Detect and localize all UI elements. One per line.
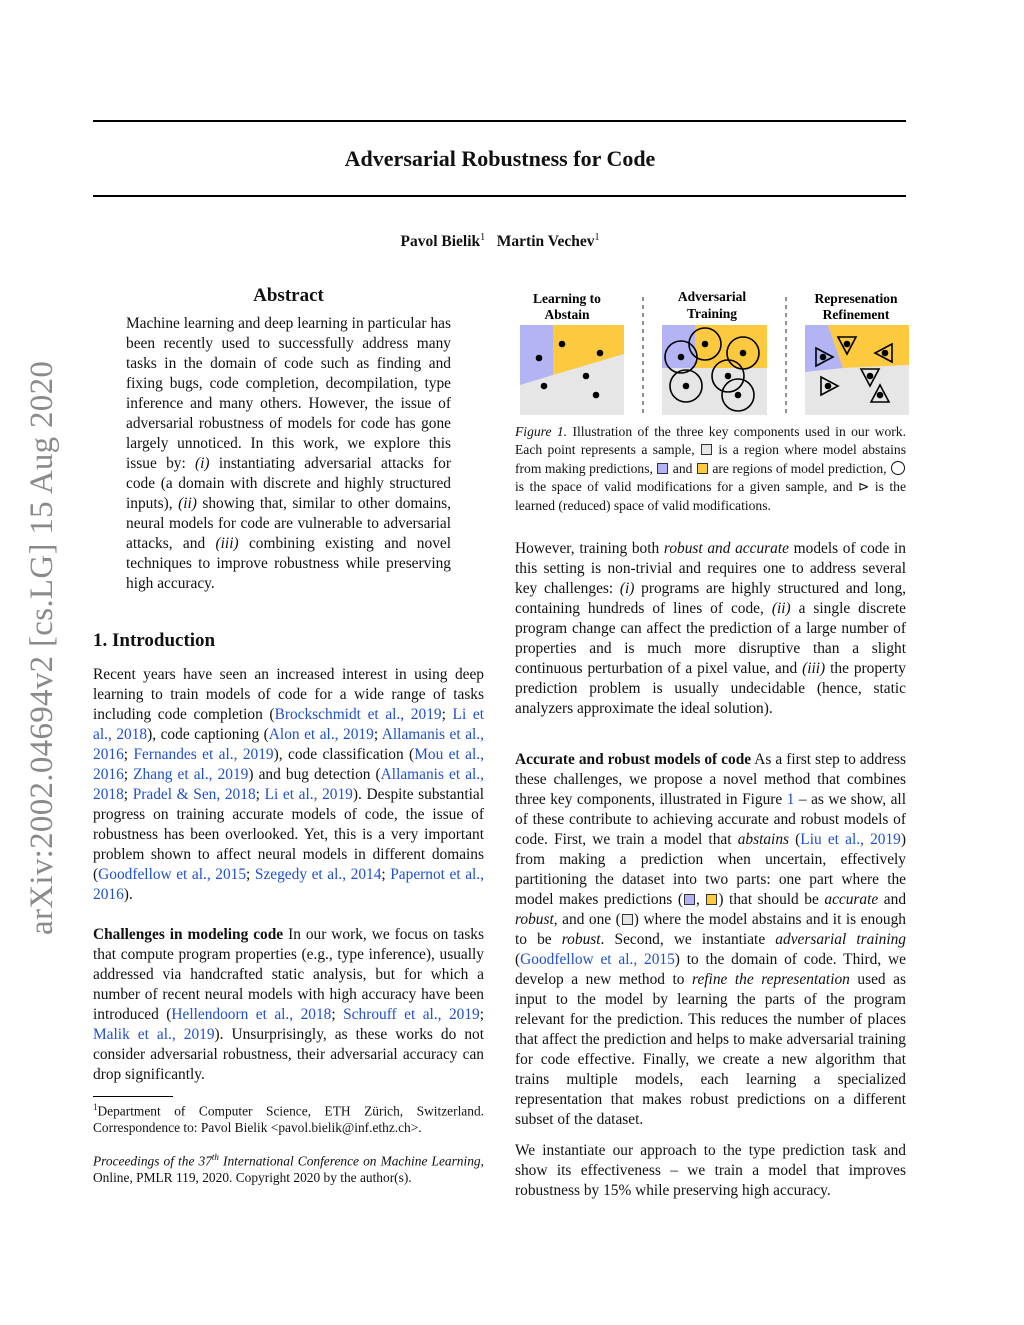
- text-run: instantiating adversarial attacks for code (a domain with discrete and highly structured inputs),: [126, 455, 451, 512]
- accurate-robust-paragraph: [515, 750, 906, 1130]
- text-run: (ii): [178, 495, 197, 512]
- text-run: Challenges in modeling code: [93, 926, 284, 943]
- text-run: (i): [619, 580, 635, 597]
- citation-link[interactable]: Li et al., 2019: [264, 786, 353, 803]
- text-run: ). Unsurprisingly, as these works do not consider adversarial robustness, their adversarial accuracy can drop significantly.: [93, 1026, 485, 1083]
- figure-caption: [515, 423, 906, 515]
- citation-link[interactable]: Brockschmidt et al., 2019: [274, 706, 442, 723]
- text-run: ;: [331, 1006, 344, 1023]
- sample-point: [844, 341, 851, 348]
- class-a-region: [662, 325, 695, 368]
- sample-point: [740, 350, 747, 357]
- text-run: As a first step to address these challenges, we propose a novel method that combines three key components, illustrated in Figure: [515, 751, 906, 808]
- text-run: ;: [479, 1006, 485, 1023]
- intro-paragraph: [93, 665, 484, 905]
- text-run: Department of Computer Science, ETH Zürich, Switzerland. Correspondence to: Pavol Bielik <pavol.bielik@inf.ethz.ch>.: [93, 1103, 484, 1135]
- text-run: ;: [123, 766, 134, 783]
- footnote-rule: [93, 1096, 173, 1097]
- proceedings-note: [93, 1149, 484, 1186]
- text-run: ) to the domain of code. Third, we develop a new method to: [515, 951, 906, 988]
- text-run: Accurate and robust models of code: [515, 751, 752, 768]
- text-run: Machine learning and deep learning in particular has been recently used to successfully address many tasks in the domain of code such as finding and fixing bugs, code completion, decompilation, type inference and many others. However, the issue of adversarial robustness of models for code has gone largely unnoticed. In this work, we explore this issue by:: [126, 315, 451, 472]
- citation-link[interactable]: Szegedy et al., 2014: [254, 866, 382, 883]
- text-run: Illustration of the three key components used in our work. Each point represents a sample,: [515, 424, 906, 458]
- sample-point: [882, 350, 889, 357]
- citation-link[interactable]: 1: [786, 791, 795, 808]
- text-run: However, training both: [515, 540, 664, 557]
- citation-link[interactable]: Liu et al., 2019: [800, 831, 901, 848]
- sample-point: [678, 354, 685, 361]
- sample-point: [877, 392, 884, 399]
- text-run: We instantiate our approach to the type prediction task and show its effectiveness – we train a model that improves robustness by 15% while preserving high accuracy.: [515, 1142, 906, 1199]
- superscript: 1: [93, 1102, 98, 1112]
- sample-point: [702, 341, 709, 348]
- panel-representation-refinement: [805, 291, 909, 415]
- citation-link[interactable]: Allamanis et al., 2018: [93, 766, 484, 803]
- arxiv-identifier: arXiv:2002.04694v2 [cs.LG] 15 Aug 2020: [24, 360, 60, 935]
- text-run: robust: [561, 931, 601, 948]
- sample-point: [597, 350, 604, 357]
- text-run: , and one (: [553, 911, 621, 928]
- text-run: ;: [255, 786, 265, 803]
- panel-title-line: Learning to: [533, 291, 601, 306]
- text-run: the property prediction problem is usually undecidable (hence, static analyzers approximate the ideal solution).: [515, 660, 906, 717]
- text-run: ,: [695, 891, 706, 908]
- citation-link[interactable]: Allamanis et al., 2016: [93, 726, 484, 763]
- figure-1: [510, 285, 915, 420]
- sample-point: [593, 392, 600, 399]
- author-name: Martin Vechev: [496, 233, 595, 251]
- text-run: and: [878, 891, 907, 908]
- text-run: ).: [123, 886, 133, 903]
- sample-point: [683, 383, 690, 390]
- text-run: ) where the model abstains and it is enough to be: [515, 911, 906, 948]
- text-run: , Online, PMLR 119, 2020. Copyright 2020 by the author(s).: [93, 1153, 484, 1185]
- text-run: ;: [441, 706, 453, 723]
- text-run: is the learned (reduced) space of valid modifications.: [515, 479, 906, 513]
- text-run: In our work, we focus on tasks that compute program properties (e.g., type inference), usually addressed via handcrafted static analysis, but for which a number of recent neural models with high accuracy have been introduced (: [93, 926, 484, 1023]
- sample-point: [725, 373, 732, 380]
- panel-adversarial-training: [662, 289, 767, 415]
- citation-link[interactable]: Goodfellow et al., 2015: [520, 951, 675, 968]
- author-name: Pavol Bielik: [400, 233, 481, 251]
- text-run: – as we show, all of these contribute to achieving accurate and robust models of code. First, we train a model that: [515, 791, 906, 848]
- section-heading-introduction: 1. Introduction: [93, 630, 216, 651]
- challenges-paragraph: [93, 925, 484, 1085]
- paper-title: Adversarial Robustness for Code: [344, 146, 656, 171]
- text-run: ;: [123, 746, 134, 763]
- abstract-text: [126, 314, 451, 594]
- text-run: models of code in this setting is non-trivial and requires one to address several key challenges:: [515, 540, 906, 597]
- text-run: accurate: [824, 891, 879, 908]
- sample-point: [583, 373, 590, 380]
- top-rule: [93, 120, 906, 122]
- sample-point: [825, 383, 832, 390]
- challenges-continued-paragraph: [515, 539, 906, 719]
- text-run: ). Despite substantial progress on training accurate models of code, the issue of robustness has been overlooked. Yet, this is a very important problem shown to affect neural models in different domains (: [93, 786, 484, 883]
- sample-point: [559, 341, 566, 348]
- citation-link[interactable]: Mou et al., 2016: [93, 746, 484, 783]
- affiliation-footnote: [93, 1099, 484, 1136]
- citation-link[interactable]: Pradel & Sen, 2018: [132, 786, 256, 803]
- text-run: and: [669, 460, 696, 476]
- panel-title-line: Adversarial: [677, 289, 747, 304]
- text-run: ;: [123, 786, 133, 803]
- citation-link[interactable]: Papernot et al., 2016: [93, 866, 484, 903]
- author-list: [0, 232, 1000, 251]
- text-run: refine the representation: [692, 971, 850, 988]
- legend-square-icon: [622, 914, 633, 925]
- text-run: used as input to the model by learning the parts of the program relevant for the prediction. This reduces the number of places that affect the prediction and helps to make adversarial training for code effective. Finally, we create a new algorithm that trains multiple models, each learning a specialized representation that makes robust predictions on a different subset of the dataset.: [515, 971, 906, 1128]
- text-run: ) from making a prediction when uncertain, effectively partitioning the dataset into two parts: one part where the model makes predictions (: [515, 831, 907, 908]
- text-run: ) that should be: [718, 891, 825, 908]
- panel-title-line: Represenation: [814, 291, 898, 306]
- sample-point: [867, 373, 874, 380]
- text-run: ;: [381, 866, 391, 883]
- citation-link[interactable]: Schrouff et al., 2019: [343, 1006, 480, 1023]
- text-run: (: [789, 831, 801, 848]
- text-run: abstains: [737, 831, 789, 848]
- text-run: showing that, similar to other domains, neural models for code are vulnerable to adversarial attacks, and: [126, 495, 452, 552]
- text-run: robust and accurate: [663, 540, 789, 557]
- citation-link[interactable]: Hellendoorn et al., 2018: [171, 1006, 332, 1023]
- text-run: ;: [246, 866, 255, 883]
- author-affiliation: 1: [480, 232, 486, 243]
- text-run: programs are highly structured and long, containing hundreds of lines of code,: [515, 580, 906, 617]
- text-run: (i): [195, 455, 210, 472]
- text-run: Recent years have seen an increased interest in using deep learning to train models of code for a wide range of tasks including code completion (: [93, 666, 484, 723]
- text-run: (iii): [802, 660, 826, 677]
- circle-icon: [891, 461, 905, 475]
- citation-link[interactable]: Goodfellow et al., 2015: [98, 866, 247, 883]
- superscript: th: [211, 1152, 219, 1162]
- legend-square-icon: [684, 894, 695, 905]
- text-run: ;: [373, 726, 382, 743]
- text-run: ), code captioning (: [147, 726, 269, 743]
- panel-title-line: Training: [686, 306, 738, 321]
- legend-square-icon: [657, 463, 668, 474]
- text-run: adversarial training: [775, 931, 906, 948]
- text-run: is a region where model abstains from making predictions,: [515, 442, 906, 476]
- title-rule: [93, 195, 906, 197]
- text-run: robust: [515, 911, 554, 928]
- text-run: (: [515, 951, 521, 968]
- text-run: International Conference on Machine Learning: [218, 1153, 481, 1169]
- text-run: . Second, we instantiate: [600, 931, 776, 948]
- panel-title-line: Refinement: [822, 307, 890, 322]
- citation-link[interactable]: Malik et al., 2019: [93, 1026, 215, 1043]
- triangle-icon: ⊳: [857, 479, 870, 495]
- class-a-region: [520, 325, 553, 385]
- sample-point: [541, 383, 548, 390]
- text-run: a single discrete program change can affect the prediction of a large number of properties and is much more disruptive than a slight continuous perturbation of a pixel value, and: [515, 600, 906, 677]
- sample-point: [536, 355, 543, 362]
- panel-learning-to-abstain: [520, 291, 624, 415]
- author-affiliation: 1: [594, 232, 600, 243]
- results-paragraph: [515, 1141, 906, 1201]
- sample-point: [820, 354, 827, 361]
- text-run: (ii): [771, 600, 791, 617]
- legend-square-icon: [706, 894, 717, 905]
- text-run: ) and bug detection (: [248, 766, 381, 783]
- text-run: Figure 1.: [515, 424, 568, 439]
- citation-link[interactable]: Li et al., 2018: [93, 706, 484, 743]
- citation-link[interactable]: Alon et al., 2019: [268, 726, 374, 743]
- sample-point: [735, 392, 742, 399]
- text-run: combining existing and novel techniques to improve robustness while preserving high accuracy.: [126, 535, 452, 592]
- legend-square-icon: [701, 444, 712, 455]
- text-run: are regions of model prediction,: [708, 460, 890, 476]
- text-run: (iii): [215, 535, 239, 552]
- abstract-heading: Abstract: [253, 285, 324, 306]
- citation-link[interactable]: Zhang et al., 2019: [133, 766, 249, 783]
- text-run: is the space of valid modifications for a given sample, and: [515, 479, 858, 495]
- citation-link[interactable]: Fernandes et al., 2019: [133, 746, 274, 763]
- text-run: ), code classification (: [273, 746, 415, 763]
- legend-square-icon: [697, 463, 708, 474]
- text-run: Proceedings of the 37: [93, 1153, 212, 1169]
- panel-title-line: Abstain: [544, 307, 590, 322]
